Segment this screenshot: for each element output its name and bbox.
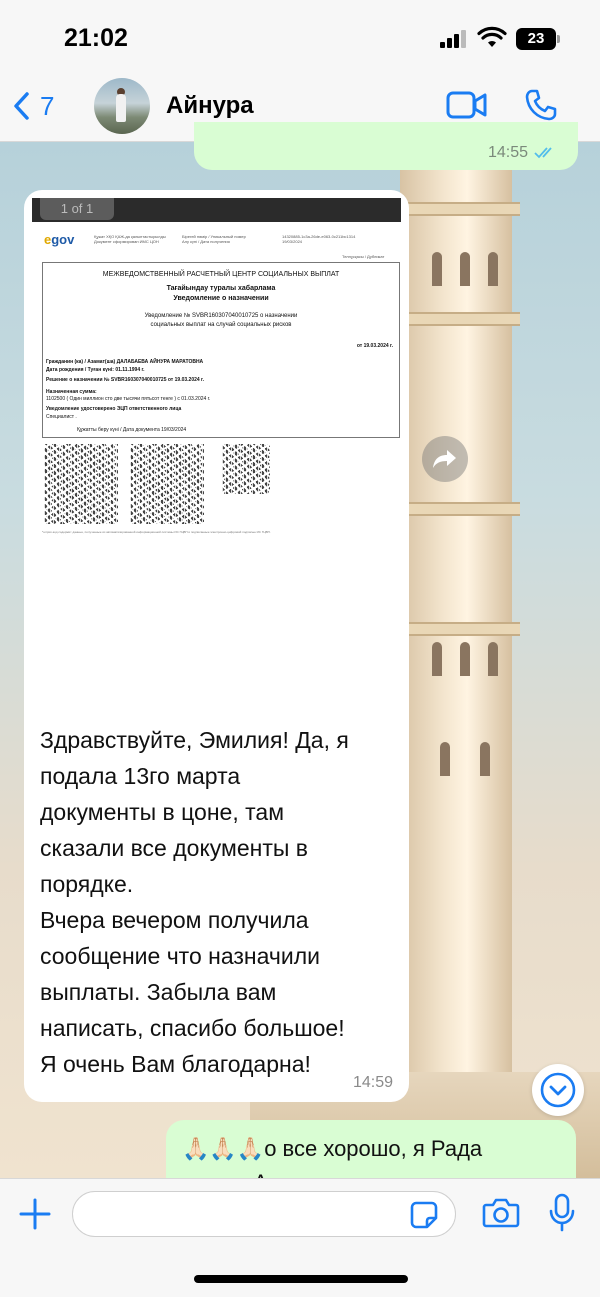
battery-tip <box>557 35 560 43</box>
egov-logo: egov <box>44 232 75 247</box>
qr-code <box>222 444 270 494</box>
doc-from-date: от 19.03.2024 г. <box>356 343 393 349</box>
doc-title-kz: Тағайындау туралы хабарлама <box>166 285 276 292</box>
doc-header-mid: Бірегей нөмір / Уникальный номер Алу күні / Дата получения <box>182 234 246 244</box>
chat-area[interactable] <box>0 142 600 1178</box>
outgoing-message[interactable] <box>194 122 578 170</box>
doc-decision: Решение о назначении № SVBR160307040010725 от 19.03.2024 г. <box>46 377 205 383</box>
doc-certified: Уведомление удостоверено ЭЦП ответственного лица <box>46 406 182 412</box>
document-toolbar <box>32 198 401 222</box>
message-time: 14:55 <box>487 144 528 161</box>
doc-header-right: 14320885-1c3a-26de-e063-0c211bc1314 19/03/2024 <box>282 234 356 244</box>
message-input[interactable] <box>72 1191 456 1237</box>
qr-code <box>44 444 118 524</box>
doc-header-left: Құжат ХҚО ҚАЖ-да қалыптастырылды Документ сформирован ИМС ЦОН <box>94 234 166 244</box>
video-icon[interactable] <box>446 90 488 120</box>
doc-sum-label: Назначенная сумма: <box>46 389 97 395</box>
doc-footnote: *штрих-код содержит данные, полученные из автоматизированной информационной системы ИС ГЦВП и подписанные электронно-цифровой подписью ИС ГЦВП. <box>42 530 271 534</box>
forward-button[interactable] <box>422 436 468 482</box>
battery-indicator: 23 <box>516 28 556 50</box>
forward-icon <box>422 436 468 482</box>
document-preview[interactable] <box>32 198 401 708</box>
double-check-icon <box>534 146 558 160</box>
chevron-left-icon <box>12 91 30 121</box>
notice-box <box>42 262 400 438</box>
doc-issue-date: Құжатты беру күні / Дата документа 19/03/2024 <box>77 427 187 433</box>
status-time: 21:02 <box>64 24 128 52</box>
unread-count: 7 <box>40 90 55 121</box>
incoming-message[interactable] <box>24 190 409 1102</box>
wifi-icon <box>478 27 506 49</box>
message-time: 14:59 <box>352 1074 393 1091</box>
contact-name[interactable]: Айнура <box>166 92 254 119</box>
mic-icon[interactable] <box>548 1193 576 1233</box>
page-indicator: 1 of 1 <box>40 198 114 220</box>
home-indicator <box>194 1275 408 1283</box>
back-button[interactable] <box>12 88 54 124</box>
scroll-to-bottom-button[interactable] <box>532 1064 584 1116</box>
prayer-emoji: 🙏🏻🙏🏻🙏🏻 <box>182 1136 265 1161</box>
doc-notice-2: социальных выплат на случай социальных рисков <box>150 322 292 328</box>
sticker-icon[interactable] <box>410 1201 438 1229</box>
doc-specialist: Специалист . <box>46 414 77 420</box>
qr-code <box>130 444 204 524</box>
doc-birth: Дата рождения / Туған күні: 01.11.1994 г. <box>46 367 145 373</box>
status-bar <box>0 0 600 72</box>
plus-icon[interactable] <box>18 1197 52 1231</box>
chevron-down-icon <box>532 1064 584 1116</box>
camera-icon[interactable] <box>482 1197 520 1229</box>
doc-citizen: Гражданин (ка) / Азамат(ша) ДАЛАБАЕВА АЙНУРА МАРАТОВНА <box>46 359 204 365</box>
doc-notice-1: Уведомление № SVBR160307040010725 о назначении <box>144 313 298 319</box>
doc-org: МЕЖВЕДОМСТВЕННЫЙ РАСЧЕТНЫЙ ЦЕНТР СОЦИАЛЬНЫХ ВЫПЛАТ <box>102 271 340 278</box>
signal-icon <box>440 30 468 48</box>
message-text: о все хорошо, я Рада <box>264 1136 483 1161</box>
doc-sum-value: 1102500 ( Один миллион сто две тысячи пятьсот тенге ) с 01.03.2024 г. <box>46 396 211 402</box>
doc-title-ru: Уведомление о назначении <box>173 295 269 302</box>
avatar[interactable] <box>94 78 150 134</box>
doc-copy-tag: Телнұсқасы / Дубликат <box>342 254 385 259</box>
message-text: Здравствуйте, Эмилия! Да, я подала 13го марта документы в цоне, там сказали все документы в порядке. Вчера вечером получила сообщение что назначили выплаты. Забыла вам написать, спасибо большое! Я очень Вам благодарна! <box>40 727 349 1077</box>
phone-icon[interactable] <box>524 88 558 122</box>
composer-bar <box>0 1178 600 1297</box>
document-page <box>32 222 401 708</box>
